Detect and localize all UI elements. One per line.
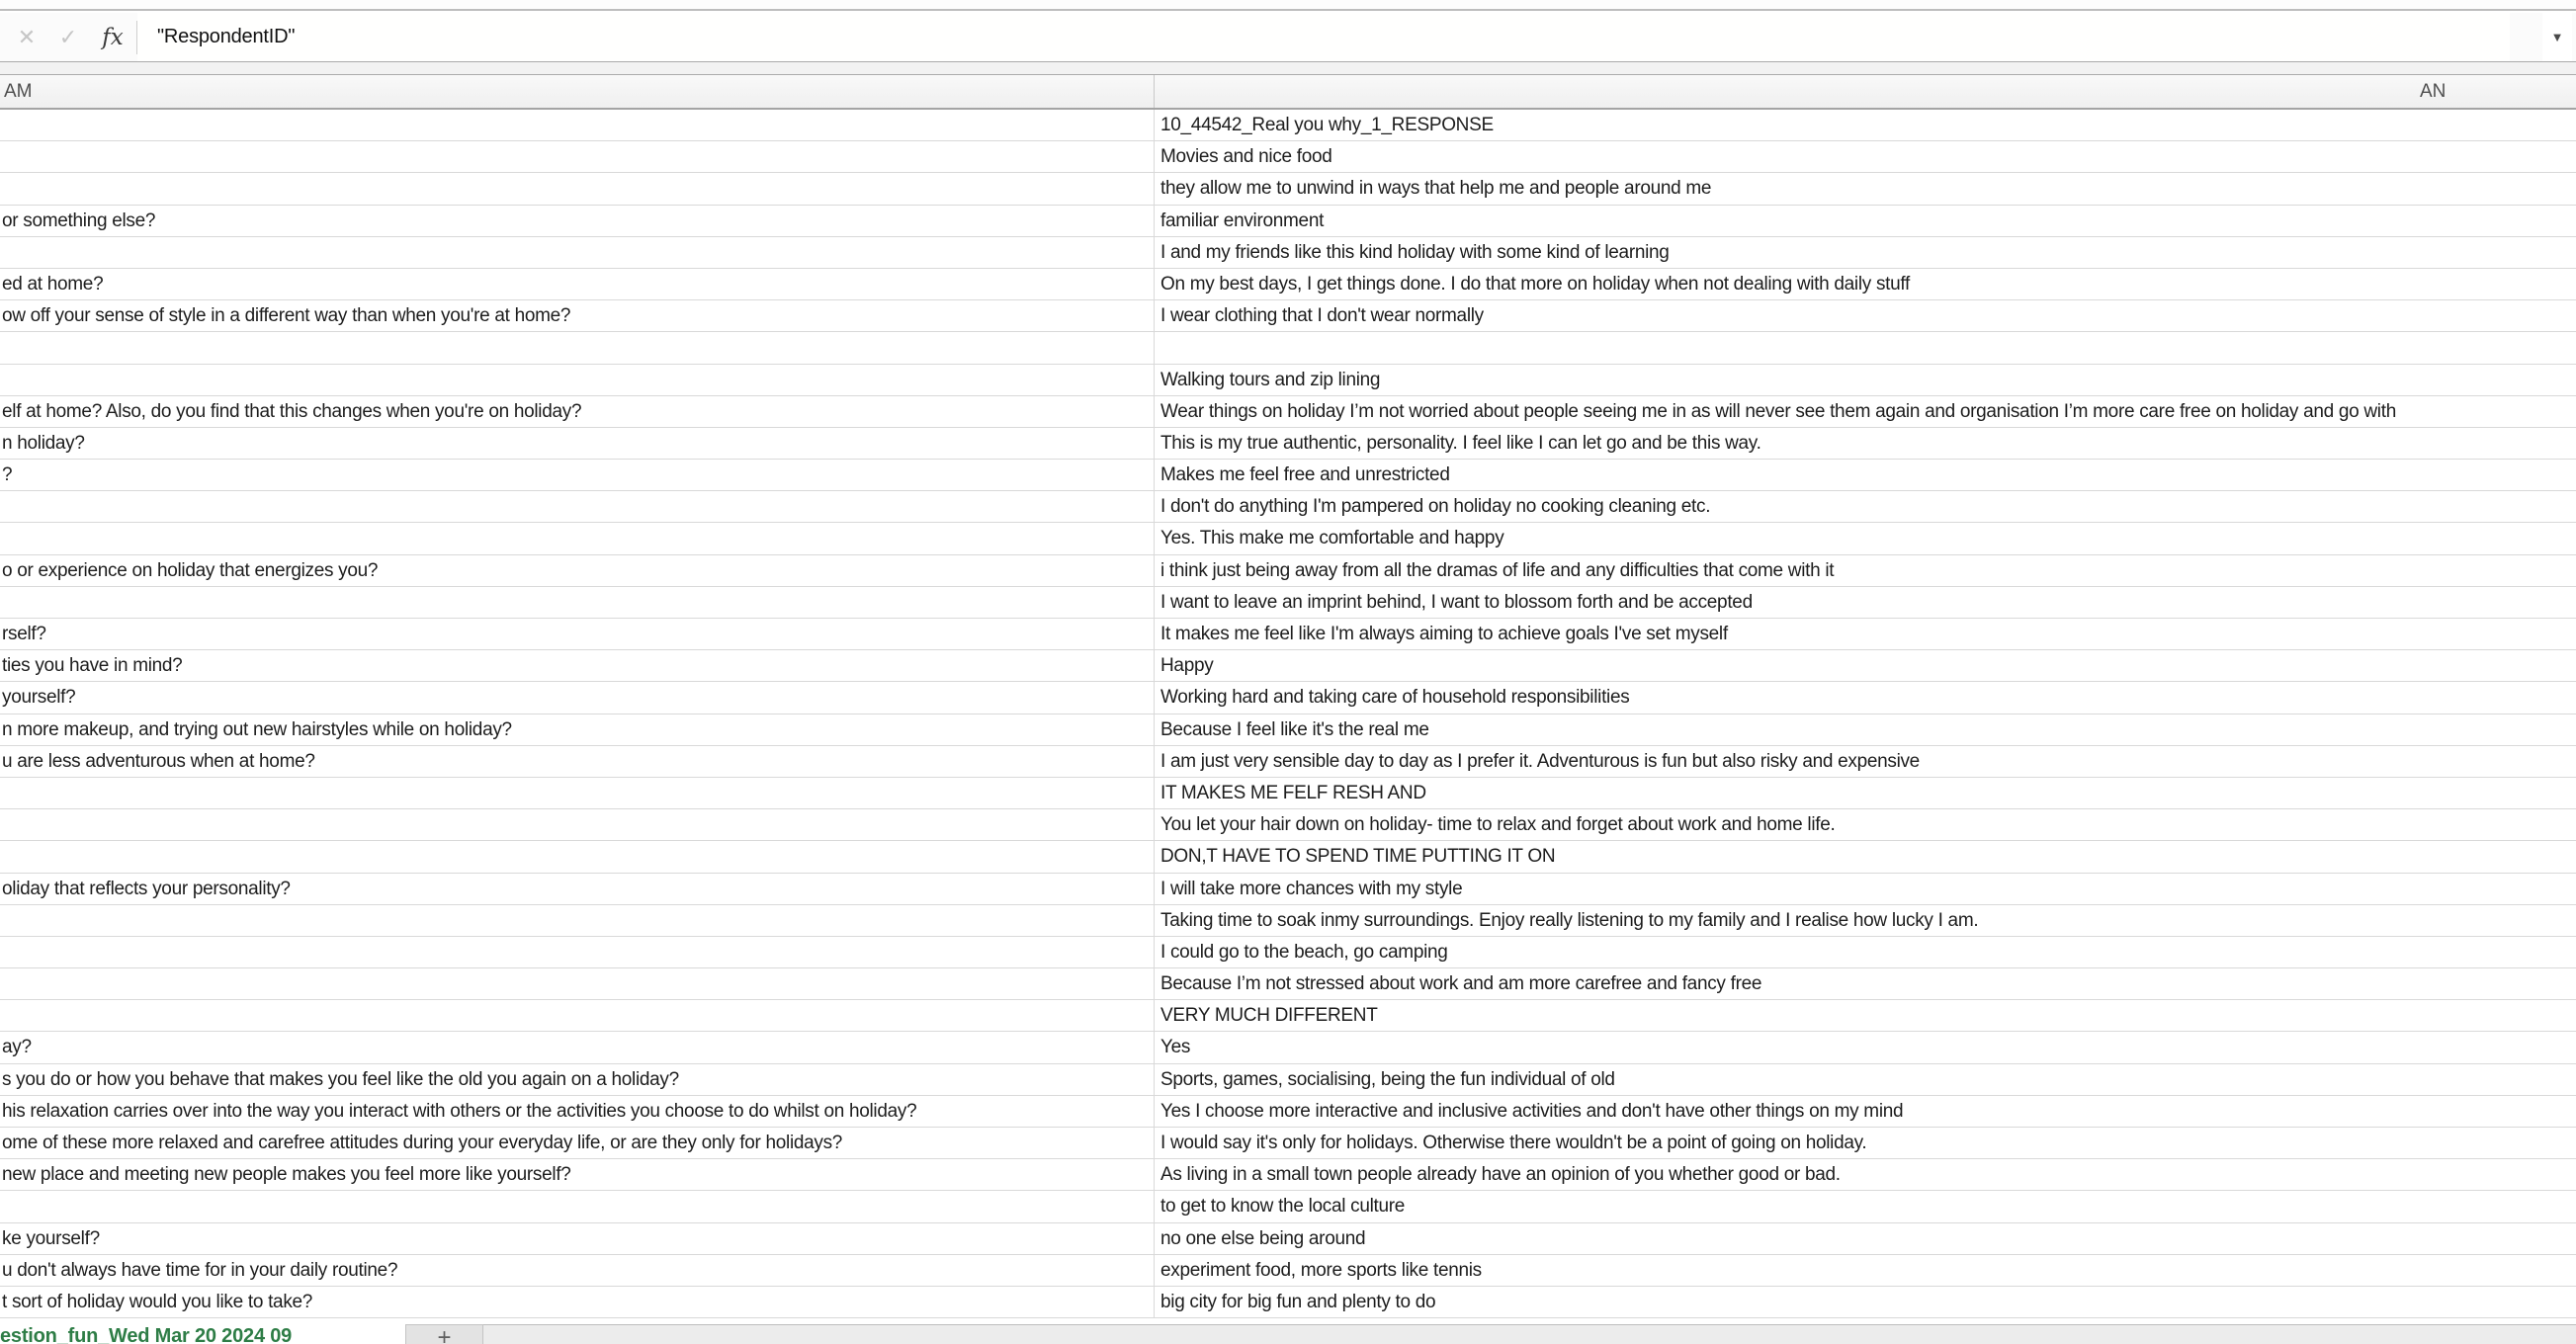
formula-input[interactable] <box>137 13 2510 61</box>
cell-am[interactable]: elf at home? Also, do you find that this changes when you're on holiday? <box>0 396 1155 427</box>
cell-an[interactable]: Sports, games, socialising, being the fun individual of old <box>1160 1068 1615 1090</box>
table-row[interactable] <box>0 460 2576 491</box>
cell-am[interactable] <box>0 365 1155 395</box>
cell-am[interactable]: yourself? <box>0 682 1155 713</box>
cell-an[interactable]: Walking tours and zip lining <box>1160 369 1381 390</box>
table-row[interactable] <box>0 269 2576 300</box>
cell-an[interactable]: Yes. This make me comfortable and happy <box>1160 528 1504 549</box>
column-header-an[interactable]: AN <box>2420 81 2447 102</box>
column-divider <box>1154 75 1155 108</box>
table-row[interactable] <box>0 1032 2576 1063</box>
table-row[interactable] <box>0 300 2576 332</box>
cell-an[interactable]: I will take more chances with my style <box>1160 878 1463 899</box>
cell-an[interactable]: 10_44542_Real you why_1_RESPONSE <box>1160 115 1494 135</box>
cell-am[interactable] <box>0 778 1155 808</box>
table-row[interactable] <box>0 396 2576 428</box>
cell-am[interactable]: ed at home? <box>0 269 1155 299</box>
table-row[interactable] <box>0 173 2576 205</box>
cell-an[interactable]: Because I feel like it's the real me <box>1160 718 1429 740</box>
cell-an[interactable]: I would say it's only for holidays. Otherwise there wouldn't be a point of going on holiday. <box>1160 1133 1867 1153</box>
cell-an[interactable]: Makes me feel free and unrestricted <box>1160 464 1450 486</box>
cancel-icon[interactable]: ✕ <box>17 24 37 49</box>
table-row[interactable] <box>0 682 2576 714</box>
table-row[interactable] <box>0 1191 2576 1222</box>
table-row[interactable] <box>0 365 2576 396</box>
cell-an[interactable]: I don't do anything I'm pampered on holiday no cooking cleaning etc. <box>1160 496 1711 518</box>
table-row[interactable] <box>0 587 2576 619</box>
table-row[interactable] <box>0 968 2576 1000</box>
cell-am[interactable] <box>0 905 1155 936</box>
cell-am[interactable]: n more makeup, and trying out new hairstyles while on holiday? <box>0 714 1155 745</box>
cell-am[interactable] <box>0 523 1155 553</box>
cell-an[interactable]: VERY MUCH DIFFERENT <box>1160 1005 1378 1027</box>
cell-an[interactable]: Yes <box>1160 1037 1191 1058</box>
formula-bar-expand-icon[interactable]: ▼ <box>2542 13 2572 61</box>
cell-am[interactable]: oliday that reflects your personality? <box>0 874 1155 904</box>
cell-an[interactable]: no one else being around <box>1160 1227 1366 1249</box>
cell-an[interactable]: they allow me to unwind in ways that help me and people around me <box>1160 178 1712 200</box>
cell-am[interactable]: ties you have in mind? <box>0 650 1155 681</box>
table-row[interactable] <box>0 841 2576 873</box>
cell-am[interactable]: ay? <box>0 1032 1155 1062</box>
table-row[interactable] <box>0 778 2576 809</box>
cell-am[interactable]: u are less adventurous when at home? <box>0 746 1155 777</box>
cell-am[interactable]: s you do or how you behave that makes you feel like the old you again on a holiday? <box>0 1064 1155 1095</box>
cell-an[interactable]: to get to know the local culture <box>1160 1196 1406 1218</box>
table-row[interactable] <box>0 1287 2576 1318</box>
cell-an[interactable]: DON,T HAVE TO SPEND TIME PUTTING IT ON <box>1160 846 1556 868</box>
cell-an[interactable]: You let your hair down on holiday- time to relax and forget about work and home life. <box>1160 814 1836 836</box>
cell-an[interactable]: big city for big fun and plenty to do <box>1160 1291 1436 1312</box>
cell-am[interactable]: ke yourself? <box>0 1223 1155 1254</box>
cell-am[interactable] <box>0 968 1155 999</box>
table-row[interactable] <box>0 428 2576 460</box>
table-row[interactable] <box>0 1064 2576 1096</box>
add-sheet-button[interactable]: + <box>405 1324 483 1344</box>
cell-an[interactable]: I and my friends like this kind holiday with some kind of learning <box>1160 241 1670 263</box>
cell-am[interactable]: ? <box>0 460 1155 490</box>
cell-an[interactable]: I am just very sensible day to day as I prefer it. Adventurous is fun but also risky and expensive <box>1160 750 1920 772</box>
cell-an[interactable]: IT MAKES ME FELF RESH AND <box>1160 782 1426 803</box>
table-row[interactable] <box>0 650 2576 682</box>
cell-an[interactable]: experiment food, more sports like tennis <box>1160 1259 1482 1281</box>
cell-am[interactable]: n holiday? <box>0 428 1155 459</box>
cell-am[interactable]: ome of these more relaxed and carefree attitudes during your everyday life, or are they only for holidays? <box>0 1128 1155 1158</box>
table-row[interactable] <box>0 874 2576 905</box>
cell-am[interactable] <box>0 491 1155 522</box>
cell-am[interactable]: rself? <box>0 619 1155 649</box>
cell-an[interactable]: Happy <box>1160 655 1214 677</box>
accept-icon[interactable]: ✓ <box>58 24 78 49</box>
cell-an[interactable]: Because I’m not stressed about work and am more carefree and fancy free <box>1160 973 1762 995</box>
cell-an[interactable]: Wear things on holiday I’m not worried about people seeing me in as will never see them again and organisation I’m more care free on holiday and go with <box>1160 400 2396 422</box>
table-row[interactable] <box>0 1159 2576 1191</box>
cell-am[interactable]: or something else? <box>0 206 1155 236</box>
sheet-tab-label: estion_fun_Wed Mar 20 2024 09 <box>0 1325 293 1344</box>
table-row[interactable] <box>0 1000 2576 1032</box>
cell-am[interactable] <box>0 1191 1155 1221</box>
cell-am[interactable] <box>0 332 1155 363</box>
cell-an[interactable]: On my best days, I get things done. I do that more on holiday when not dealing with daily stuff <box>1160 273 1911 294</box>
cell-an[interactable] <box>1155 332 2576 363</box>
cell-an[interactable]: As living in a small town people already have an opinion of you whether good or bad. <box>1160 1164 1841 1186</box>
cell-am[interactable]: ow off your sense of style in a different way than when you're at home? <box>0 300 1155 331</box>
column-header-row <box>0 75 2576 110</box>
cell-am[interactable]: o or experience on holiday that energizes you? <box>0 555 1155 586</box>
table-row[interactable] <box>0 206 2576 237</box>
cell-an[interactable]: Working hard and taking care of household responsibilities <box>1160 687 1630 709</box>
table-row[interactable] <box>0 332 2576 364</box>
cell-an[interactable]: i think just being away from all the dramas of life and any difficulties that come with it <box>1160 559 1835 581</box>
cell-am[interactable]: new place and meeting new people makes you feel more like yourself? <box>0 1159 1155 1190</box>
table-row[interactable] <box>0 110 2576 141</box>
cell-an[interactable]: This is my true authentic, personality. I feel like I can let go and be this way. <box>1160 432 1761 454</box>
tab-strip <box>405 1324 2576 1344</box>
cell-an[interactable]: I want to leave an imprint behind, I want to blossom forth and be accepted <box>1160 591 1753 613</box>
table-row[interactable] <box>0 523 2576 554</box>
table-row[interactable] <box>0 619 2576 650</box>
cell-am[interactable]: t sort of holiday would you like to take? <box>0 1287 1155 1317</box>
toolbar-strip <box>0 0 2576 11</box>
cell-an[interactable]: Movies and nice food <box>1160 146 1332 168</box>
cell-am[interactable] <box>0 587 1155 618</box>
table-row[interactable] <box>0 937 2576 968</box>
cell-am[interactable]: his relaxation carries over into the way you interact with others or the activities you choose to do whilst on holiday? <box>0 1096 1155 1127</box>
cell-an[interactable]: I could go to the beach, go camping <box>1160 941 1448 963</box>
sheet-tab-bar <box>0 1321 2576 1344</box>
cell-an[interactable]: Yes I choose more interactive and inclusive activities and don't have other things on my mind <box>1160 1100 1904 1122</box>
cell-am[interactable]: u don't always have time for in your daily routine? <box>0 1255 1155 1286</box>
table-row[interactable] <box>0 746 2576 778</box>
cell-am[interactable] <box>0 809 1155 840</box>
table-row[interactable] <box>0 1223 2576 1255</box>
table-row[interactable] <box>0 714 2576 746</box>
column-header-am[interactable]: AM <box>4 81 33 102</box>
cell-an[interactable]: It makes me feel like I'm always aiming to achieve goals I've set myself <box>1160 624 1728 644</box>
table-row[interactable] <box>0 555 2576 587</box>
cell-am[interactable] <box>0 1000 1155 1031</box>
cell-am[interactable] <box>0 237 1155 268</box>
cell-am[interactable] <box>0 110 1155 140</box>
table-row[interactable] <box>0 1128 2576 1159</box>
cell-am[interactable] <box>0 173 1155 204</box>
fx-icon: fx <box>102 24 124 50</box>
active-sheet-tab[interactable] <box>0 1321 405 1344</box>
formula-grid-divider <box>0 61 2576 75</box>
table-row[interactable] <box>0 491 2576 523</box>
table-row[interactable] <box>0 905 2576 937</box>
cell-am[interactable] <box>0 141 1155 172</box>
table-row[interactable] <box>0 1096 2576 1128</box>
cell-am[interactable] <box>0 841 1155 872</box>
formula-bar <box>0 13 2576 61</box>
cell-am[interactable] <box>0 937 1155 967</box>
cell-an[interactable]: I wear clothing that I don't wear normally <box>1160 305 1484 327</box>
cell-an[interactable]: familiar environment <box>1160 210 1325 231</box>
cell-an[interactable]: Taking time to soak inmy surroundings. Enjoy really listening to my family and I realise how lucky I am. <box>1160 909 1979 931</box>
table-row[interactable] <box>0 1255 2576 1287</box>
table-row[interactable] <box>0 809 2576 841</box>
table-row[interactable] <box>0 237 2576 269</box>
table-row[interactable] <box>0 141 2576 173</box>
spreadsheet-grid <box>0 110 2576 1321</box>
